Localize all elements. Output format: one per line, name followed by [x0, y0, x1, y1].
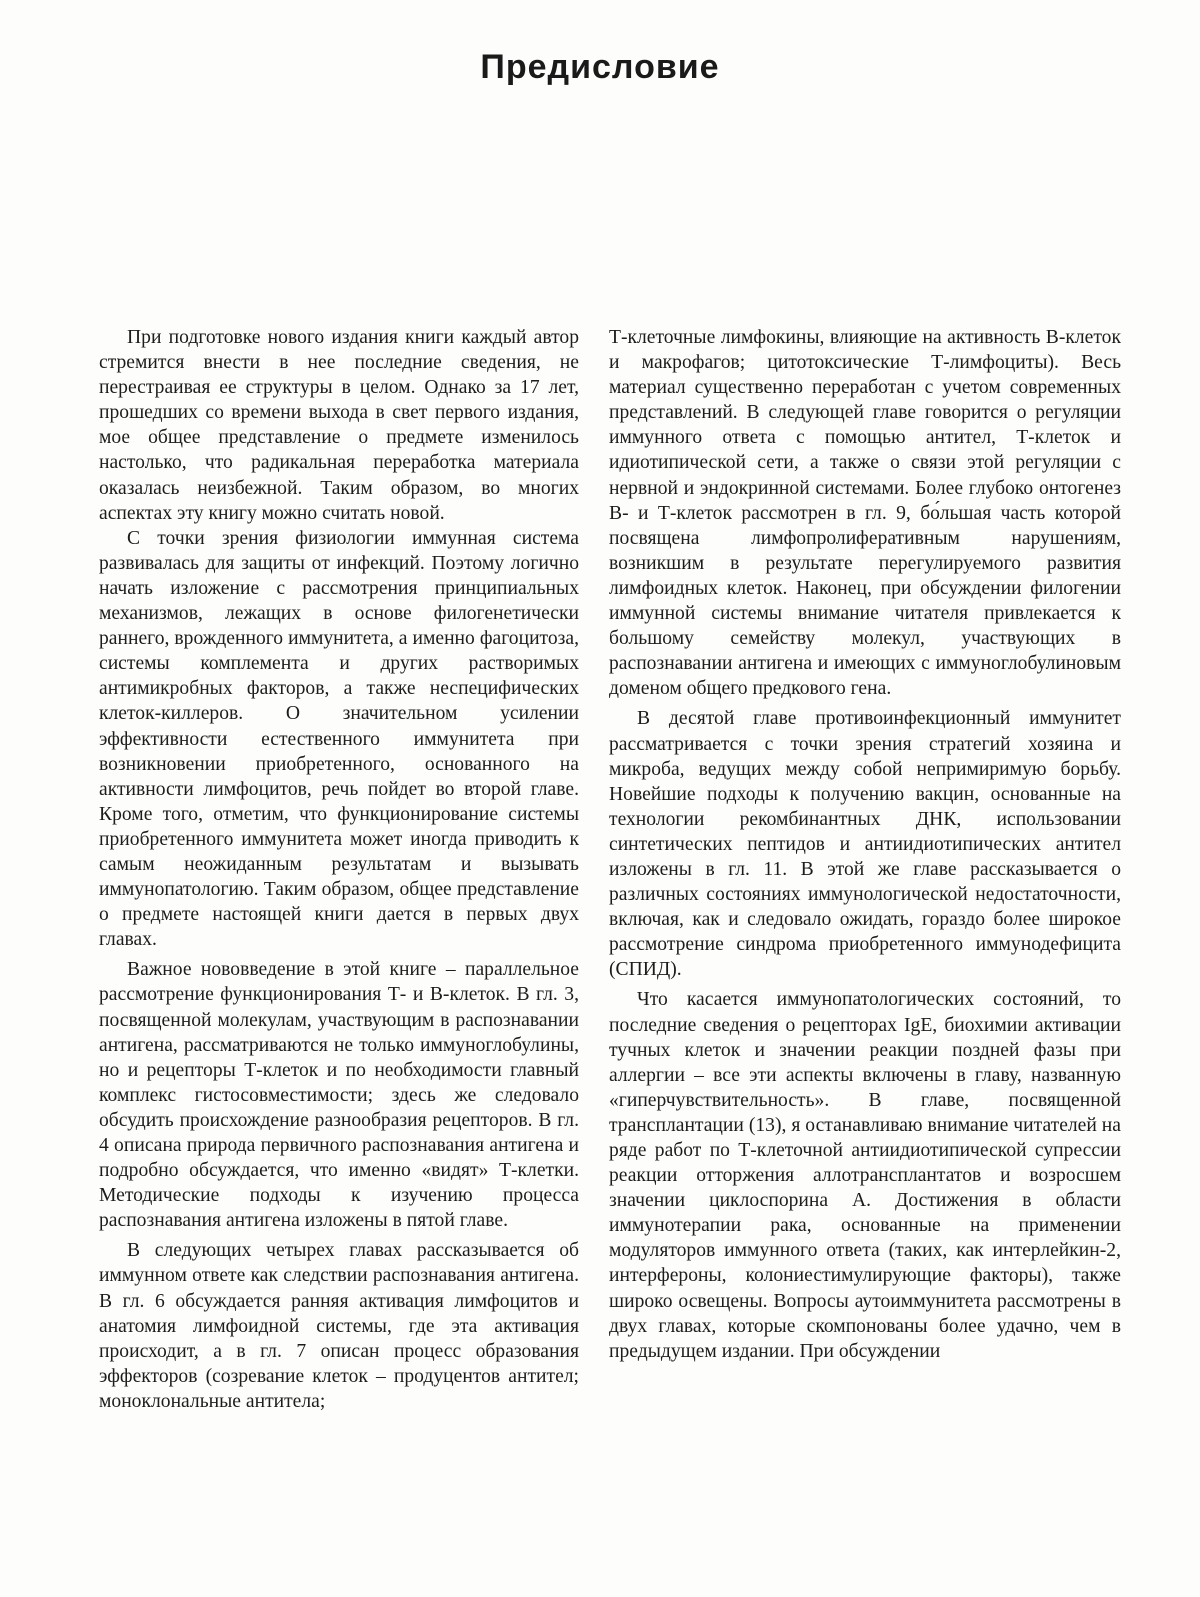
- right-text-column: [609, 325, 1121, 1364]
- paragraph: Что касается иммунопатологических состояний, то последние сведения о рецепторах IgE, биохимии активации тучных клеток и значении реакции поздней фазы при аллергии – все эти аспекты включены в главу, названную «гиперчувствительность». В главе, посвященной трансплантации (13), я останавливаю внимание читателей на ряде работ по Т-клеточной антиидиотипической супрессии реакции отторжения аллотрансплантатов и возросшем значении циклоспорина А. Достижения в области иммунотерапии рака, основанные на применении модуляторов иммунного ответа (таких, как интерлейкин-2, интерфероны, колониестимулирующие факторы), также широко освещены. Вопросы аутоиммунитета рассмотрены в двух главах, которые скомпонованы более удачно, чем в предыдущем издании. При обсуждении: [609, 989, 1121, 1362]
- left-text-column: [99, 325, 579, 1414]
- paragraph: В следующих четырех главах рассказывается об иммунном ответе как следствии распознавания антигена. В гл. 6 обсуждается ранняя активация лимфоцитов и анатомия лимфоидной системы, где эта активация происходит, а в гл. 7 описан процесс образования эффекторов (созревание клеток – продуцентов антител; моноклональные антитела;: [99, 1240, 579, 1412]
- paragraph: Т-клеточные лимфокины, влияющие на активность В-клеток и макрофагов; цитотоксические Т-лимфоциты). Весь материал существенно переработан с учетом современных представлений. В следующей главе говорится о регуляции иммунного ответа с помощью антител, Т-клеток и идиотипической сети, а также о связи этой регуляции с нервной и эндокринной системами. Более глубоко онтогенез В- и Т-клеток рассмотрен в гл. 9, бо́льшая часть которой посвящена лимфопролиферативным нарушениям, возникшим в результате перегулируемого развития лимфоидных клеток. Наконец, при обсуждении филогении иммунной системы внимание читателя привлекается к большому семейству молекул, участвующих в распознавании антигена и имеющих с иммуноглобулиновым доменом общего предкового гена.: [609, 327, 1121, 700]
- paragraph: В десятой главе противоинфекционный иммунитет рассматривается с точки зрения стратегий хозяина и микроба, ведущих между собой непримиримую борьбу. Новейшие подходы к получению вакцин, основанные на технологии рекомбинантных ДНК, использовании синтетических пептидов и антиидиотипических антител изложены в гл. 11. В этой же главе рассказывается о различных состояниях иммунологической недостаточности, включая, как и следовало ожидать, гораздо более широкое рассмотрение синдрома приобретенного иммунодефицита (СПИД).: [609, 708, 1121, 981]
- page-title: Предисловие: [480, 48, 720, 86]
- paragraph: При подготовке нового издания книги каждый автор стремится внести в нее последние сведения, не перестраивая ее структуры в целом. Однако за 17 лет, прошедших со времени выхода в свет первого издания, мое общее представление о предмете изменилось настолько, что радикальная переработка материала оказалась неизбежной. Таким образом, во многих аспектах эту книгу можно считать новой.: [99, 327, 579, 524]
- paragraph: Важное нововведение в этой книге – параллельное рассмотрение функционирования Т- и В-клеток. В гл. 3, посвященной молекулам, участвующим в распознавании антигена, рассматриваются не только иммуноглобулины, но и рецепторы Т-клеток и по необходимости главный комплекс гистосовместимости; здесь же следовало обсудить происхождение разнообразия рецепторов. В гл. 4 описана природа первичного распознавания антигена и подробно обсуждается, что именно «видят» Т-клетки. Методические подходы к изучению процесса распознавания антигена изложены в пятой главе.: [99, 959, 579, 1232]
- paragraph: С точки зрения физиологии иммунная система развивалась для защиты от инфекций. Поэтому логично начать изложение с рассмотрения принципиальных механизмов, лежащих в основе филогенетически раннего, врожденного иммунитета, а именно фагоцитоза, системы комплемента и других растворимых антимикробных факторов, а также неспецифических клеток-киллеров. О значительном усилении эффективности естественного иммунитета при возникновении приобретенного, основанного на активности лимфоцитов, речь пойдет во второй главе. Кроме того, отметим, что функционирование системы приобретенного иммунитета может иногда приводить к самым неожиданным результатам и вызывать иммунопатологию. Таким образом, общее представление о предмете настоящей книги дается в первых двух главах.: [99, 527, 579, 951]
